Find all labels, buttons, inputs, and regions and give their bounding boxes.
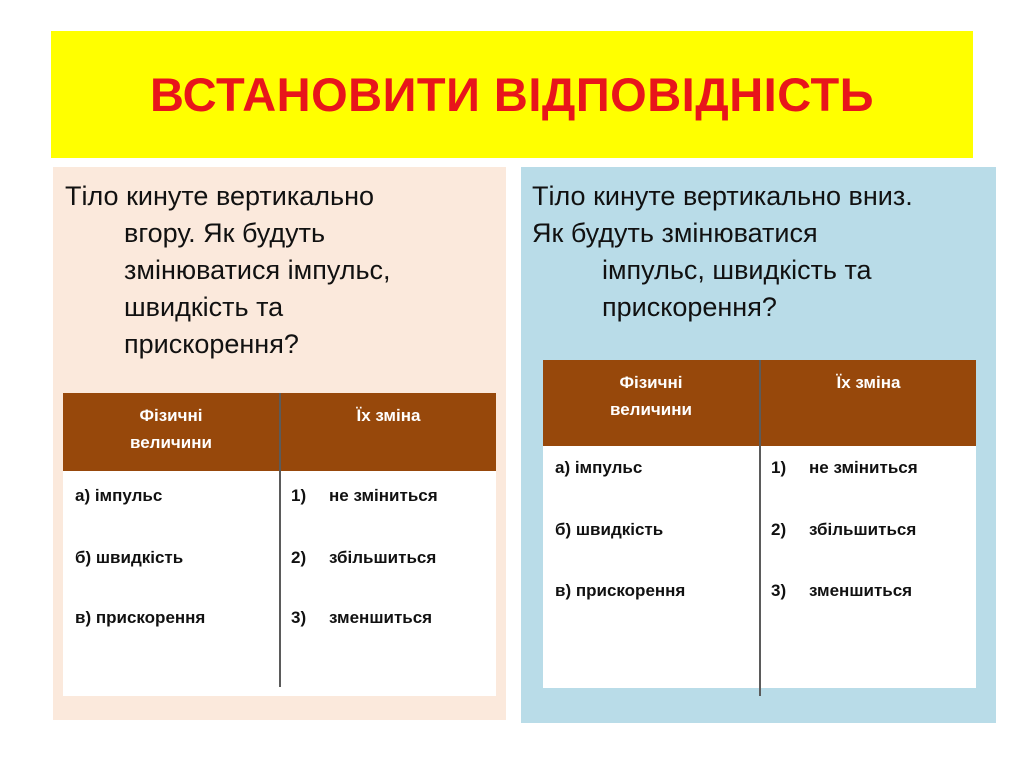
change-text: зменшиться — [809, 581, 913, 600]
right-question-line: імпульс, швидкість та — [602, 255, 872, 285]
left-panel — [53, 167, 506, 720]
right-question-line: прискорення? — [602, 292, 777, 322]
change-text: збільшиться — [809, 520, 917, 539]
change-cell — [291, 608, 432, 628]
change-text: збільшиться — [329, 548, 437, 567]
column-divider — [279, 393, 281, 687]
left-question-line: Тіло кинуте вертикально — [65, 181, 375, 211]
change-cell — [771, 520, 916, 540]
left-question-line: швидкість та — [124, 292, 284, 322]
header-quantities: Фізичні величини — [610, 373, 692, 419]
right-panel — [521, 167, 996, 723]
change-text: не зміниться — [809, 458, 918, 477]
change-number: 1) — [291, 486, 307, 505]
change-number: 2) — [771, 520, 787, 539]
quantity-cell: в) прискорення — [75, 608, 206, 627]
left-question-line: прискорення? — [124, 329, 299, 359]
change-text: не зміниться — [329, 486, 438, 505]
header-changes: Їх зміна — [836, 373, 901, 392]
header-quantities: Фізичні величини — [130, 406, 212, 452]
change-number: 3) — [291, 608, 307, 627]
change-number: 2) — [291, 548, 307, 567]
right-question-line: Тіло кинуте вертикально вниз. — [532, 181, 913, 211]
left-question-line: змінюватися імпульс, — [124, 255, 391, 285]
change-text: зменшиться — [329, 608, 433, 627]
right-question — [532, 178, 987, 326]
left-question-line: вгору. Як будуть — [124, 218, 326, 248]
quantity-cell: а) імпульс — [555, 458, 643, 477]
right-question-line: Як будуть змінюватися — [532, 218, 818, 248]
change-number: 3) — [771, 581, 787, 600]
change-number: 1) — [771, 458, 787, 477]
right-table — [543, 360, 976, 688]
header-changes: Їх зміна — [356, 406, 421, 425]
left-table — [63, 393, 496, 696]
quantity-cell: б) швидкість — [555, 520, 664, 539]
slide-title: ВСТАНОВИТИ ВІДПОВІДНІСТЬ — [150, 68, 874, 121]
title-bar — [51, 31, 973, 158]
change-cell — [771, 458, 918, 478]
column-divider — [759, 360, 761, 696]
quantity-cell: в) прискорення — [555, 581, 686, 600]
change-cell — [771, 581, 912, 601]
change-cell — [291, 548, 436, 568]
quantity-cell: б) швидкість — [75, 548, 184, 567]
change-cell — [291, 486, 438, 506]
quantity-cell: а) імпульс — [75, 486, 163, 505]
left-question — [65, 178, 485, 363]
